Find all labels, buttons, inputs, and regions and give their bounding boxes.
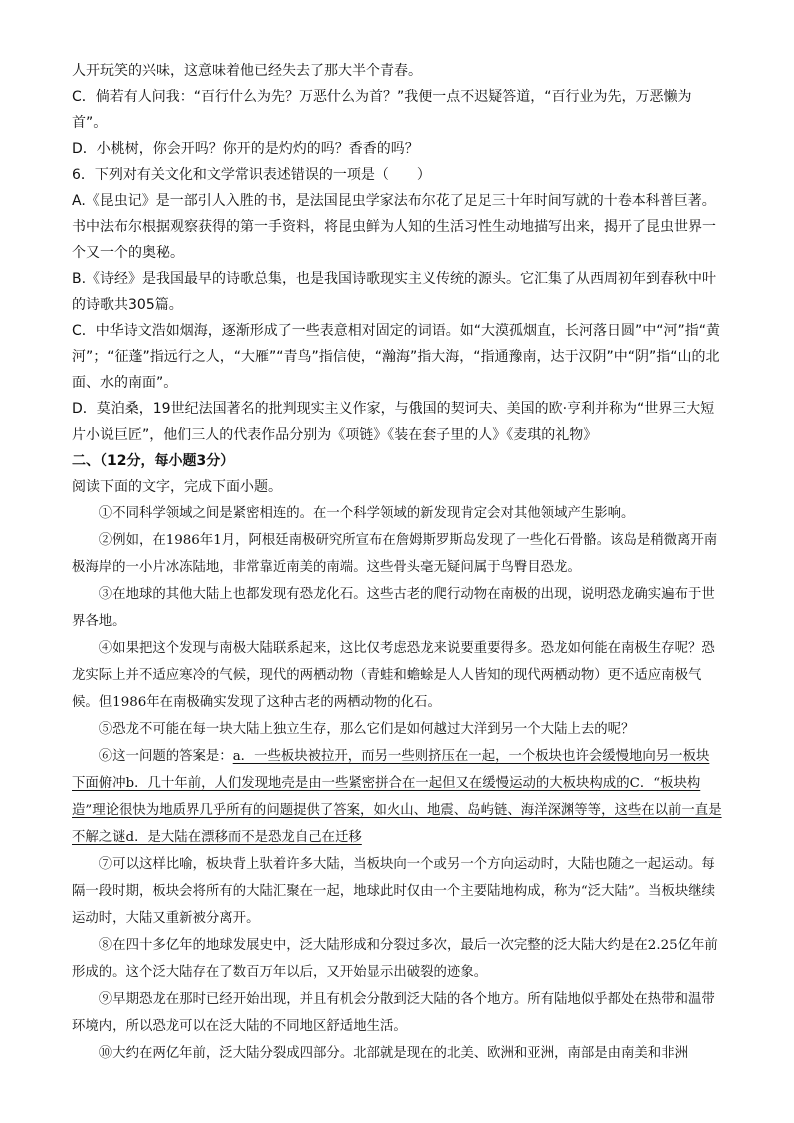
q5-option-d: D．小桃树，你会开吗？你开的是灼灼的吗？香香的吗？ [72,141,419,157]
passage-paragraph-10: ⑩大约在两亿年前，泛大陆分裂成四部分。北部就是现在的北美、欧洲和亚洲，南部是由南美和非洲 [98,1046,688,1061]
q6-option-a: A.《昆虫记》是一部引人入胜的书，是法国昆虫学家法布尔花了足足三十年时间写就的十卷本科普巨著。书中法布尔根据观察获得的第一手资料，将昆虫鲜为人知的生活习性生动地描写出来，揭开了昆虫世界一个又一个的奥秘。 [72,193,716,261]
paragraph-6-lead: ⑥这一问题的答案是： [98,749,233,764]
passage-paragraph-1: ①不同科学领域之间是紧密相连的。在一个科学领域的新发现肯定会对其他领域产生影响。 [98,506,635,521]
q6-stem: 6．下列对有关文化和文学常识表述错误的一项是（ ） [72,167,431,183]
section-2-intro: 阅读下面的文字，完成下面小题。 [72,479,282,495]
document-page [72,58,722,1067]
q6-option-c: C．中华诗文浩如烟海，逐渐形成了一些表意相对固定的词语。如“大漠孤烟直，长河落日圆”中“河”指“黄河”；“征蓬”指远行之人，“大雁”“青鸟”指信使，“瀚海”指大海，“指通豫南，达于汉阴”中“阴”指“山的北面、水的南面”。 [72,323,721,391]
q5-option-b-tail: 人开玩笑的兴味，这意味着他已经失去了那大半个青春。 [72,63,422,79]
passage-paragraph-5: ⑤恐龙不可能在每一块大陆上独立生存，那么它们是如何越过大洋到另一个大陆上去的呢？ [98,722,635,737]
reading-passage [72,500,722,1067]
passage-paragraph-7: ⑦可以这样比喻，板块背上驮着许多大陆，当板块向一个或另一个方向运动时，大陆也随之一起运动。每隔一段时期，板块会将所有的大陆汇聚在一起，地球此时仅由一个主要陆地构成，称为“泛大陆”。当板块继续运动时，大陆又重新被分离开。 [72,857,716,926]
q6-option-b: B.《诗经》是我国最早的诗歌总集，也是我国诗歌现实主义传统的源头。它汇集了从西周初年到春秋中叶的诗歌共305篇。 [72,271,717,313]
paragraph-6-underlined-sentences: a．一些板块被拉开，而另一些则挤压在一起，一个板块也许会缓慢地向另一板块下面俯冲b．几十年前，人们发现地壳是由一些紧密拼合在一起但又在缓慢运动的大板块构成的C．“板块构造”理论很快为地质界几乎所有的问题提供了答案，如火山、地震、岛屿链、海洋深渊等等，这些在以前一直是不解之谜d．是大陆在漂移而不是恐龙自己在迁移 [72,749,722,845]
passage-paragraph-4: ④如果把这个发现与南极大陆联系起来，这比仅考虑恐龙来说要重要得多。恐龙如何能在南极生存呢？恐龙实际上并不适应寒冷的气候，现代的两栖动物（青蛙和蟾蜍是人人皆知的现代两栖动物）更不适应南极气候。但1986年在南极确实发现了这种古老的两栖动物的化石。 [72,641,715,710]
passage-paragraph-3: ③在地球的其他大陆上也都发现有恐龙化石。这些古老的爬行动物在南极的出现，说明恐龙确实遍布于世界各地。 [72,587,715,629]
passage-paragraph-9: ⑨早期恐龙在那时已经开始出现，并且有机会分散到泛大陆的各个地方。所有陆地似乎都处在热带和温带环境内，所以恐龙可以在泛大陆的不同地区舒适地生活。 [72,992,715,1034]
passage-paragraph-6 [72,743,722,851]
section-2-title: 二、（12分，每小题3分） [72,453,235,469]
q6-option-d: D．莫泊桑，19世纪法国著名的批判现实主义作家，与俄国的契诃夫、美国的欧·亨利并称为“世界三大短片小说巨匠”，他们三人的代表作品分别为《项链》《装在套子里的人》《麦琪的礼物》 [72,401,715,443]
q5-option-c: C．倘若有人问我：“百行什么为先？万恶什么为首？”我便一点不迟疑答道，“百行业为先，万恶懒为首”。 [72,89,692,131]
passage-paragraph-8: ⑧在四十多亿年的地球发展史中，泛大陆形成和分裂过多次，最后一次完整的泛大陆大约是在2.25亿年前形成的。这个泛大陆存在了数百万年以后，又开始显示出破裂的迹象。 [72,938,718,980]
passage-paragraph-2: ②例如，在1986年1月，阿根廷南极研究所宣布在詹姆斯罗斯岛发现了一些化石骨骼。该岛是稍微离开南极海岸的一小片冰冻陆地，非常靠近南美的南端。这些骨头毫无疑问属于鸟臀目恐龙。 [72,533,718,575]
